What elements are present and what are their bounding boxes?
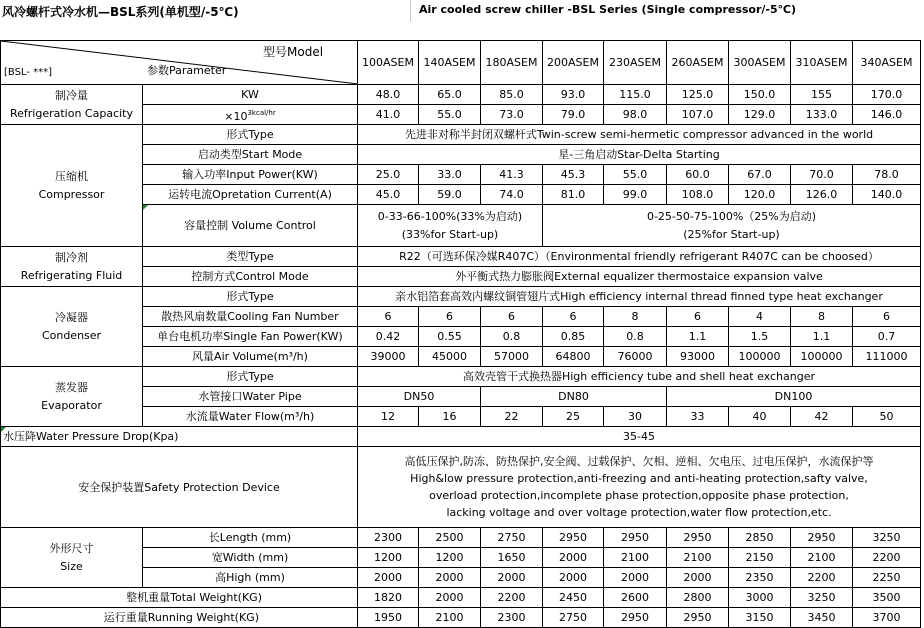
value-cell: 2950 [543,528,604,548]
value-cell: 2100 [667,548,729,568]
model-cell: 260ASEM [667,41,729,85]
safety-line-cn: 高低压保护,防冻、防热保护,安全阀、过载保护、欠相、逆相、欠电压、过电压保护，水流保护等 [404,455,874,468]
value-cell: 60.0 [667,165,729,185]
value-cell: 0.85 [543,327,604,347]
value-cell: 1200 [419,548,481,568]
value-cell: 33.0 [419,165,481,185]
value-cell: 1.5 [729,327,791,347]
value-cell: 2000 [419,588,481,608]
value-cell: 3500 [853,588,921,608]
safety-protection-value [358,447,921,528]
refrigerant-type-value: R22（可选环保冷媒R407C）（Environmental friendly refrigerant R407C can be choosed） [358,247,921,267]
value-cell: 6 [667,307,729,327]
group-label-en: Evaporator [41,398,102,412]
table-corner-header [1,41,358,85]
model-cell: 230ASEM [604,41,667,85]
value-cell: 2950 [667,608,729,628]
value-cell: 129.0 [729,105,791,125]
water-pressure-drop-value: 35-45 [358,427,921,447]
value-cell: 1200 [358,548,419,568]
value-cell: 2300 [481,608,543,628]
kcal-base: ×10 [224,109,248,123]
value-cell: 2300 [358,528,419,548]
value-cell: 41.3 [481,165,543,185]
start-mode-value: 星-三角启动Star-Delta Starting [358,145,921,165]
value-cell: 3250 [791,588,853,608]
value-cell: 2000 [667,568,729,588]
value-cell: 78.0 [853,165,921,185]
value-cell: 1.1 [791,327,853,347]
value-cell: 2600 [604,588,667,608]
value-cell: 115.0 [604,85,667,105]
value-cell: 2000 [604,568,667,588]
value-cell: 2200 [853,548,921,568]
model-cell: 180ASEM [481,41,543,85]
group-label-en: Size [60,559,83,573]
value-cell: 1.1 [667,327,729,347]
row-label-air-volume: 风量Air Volume(m³/h) [143,347,358,367]
value-cell: 25 [543,407,604,427]
group-label-en: Refrigeration Capacity [9,106,134,120]
row-label-running-weight: 运行重量Running Weight(KG) [1,608,358,628]
value-cell: 2100 [791,548,853,568]
group-label-en: Refrigerating Fluid [20,268,123,282]
value-cell: 170.0 [853,85,921,105]
value-cell: 2000 [543,568,604,588]
value-cell: 45.0 [358,185,419,205]
value-cell: 2250 [853,568,921,588]
value-cell: 2750 [543,608,604,628]
kcal-superscript: 3kcal/hr [247,108,276,117]
group-refrigeration-capacity [1,85,143,125]
value-cell: 2000 [358,568,419,588]
row-label-high: 高High (mm) [143,568,358,588]
value-cell: 45000 [419,347,481,367]
value-cell: 30 [604,407,667,427]
model-cell: 300ASEM [729,41,791,85]
value-cell: 45.3 [543,165,604,185]
row-label-water-pressure-drop: 水压降Water Pressure Drop(Kpa) [1,427,358,447]
value-cell: 85.0 [481,85,543,105]
value-cell: 6 [358,307,419,327]
group-label-en: Compressor [38,187,105,201]
value-cell: 59.0 [419,185,481,205]
volume-control-a-line1: 0-33-66-100%(33%为启动) [377,209,523,223]
row-label-kcal [143,105,358,125]
row-label-fan-number: 散热风扇数量Cooling Fan Number [143,307,358,327]
condenser-type-value: 亲水铝箔套高效内螺纹铜管翅片式High efficiency internal thread finned type heat exchanger [358,287,921,307]
row-label-condenser-type: 形式Type [143,287,358,307]
row-label-water-flow: 水流量Water Flow(m³/h) [143,407,358,427]
value-cell: 79.0 [543,105,604,125]
value-cell: 2450 [543,588,604,608]
value-cell: 3700 [853,608,921,628]
volume-control-b-line1: 0-25-50-75-100%（25%为启动) [646,209,817,223]
value-cell: 2950 [604,608,667,628]
value-cell: 8 [604,307,667,327]
group-label-cn: 压缩机 [55,169,88,183]
group-label-cn: 外形尺寸 [49,541,94,555]
group-evaporator [1,367,143,427]
safety-line-en-3: lacking voltage and over voltage protection,water flow protection,etc. [446,506,832,519]
value-cell: 125.0 [667,85,729,105]
value-cell: 55.0 [604,165,667,185]
volume-control-small-models [358,205,543,247]
value-cell: 100000 [791,347,853,367]
group-compressor [1,125,143,247]
value-cell: 2950 [791,528,853,548]
value-cell: 16 [419,407,481,427]
value-cell: 150.0 [729,85,791,105]
value-cell: 99.0 [604,185,667,205]
value-cell: 50 [853,407,921,427]
value-cell: 0.7 [853,327,921,347]
row-label-start-mode: 启动类型Start Mode [143,145,358,165]
value-cell: 74.0 [481,185,543,205]
row-label-width: 宽Width (mm) [143,548,358,568]
value-cell: 2000 [481,568,543,588]
value-cell: 64800 [543,347,604,367]
volume-control-b-line2: (25%for Start-up) [683,227,780,241]
row-label-volume-control: 容量控制 Volume Control [143,205,358,247]
value-cell: 48.0 [358,85,419,105]
value-cell: 6 [481,307,543,327]
value-cell: 108.0 [667,185,729,205]
value-cell: 2000 [419,568,481,588]
value-cell: 133.0 [791,105,853,125]
value-cell: 73.0 [481,105,543,125]
model-cell: 340ASEM [853,41,921,85]
model-header-label: 型号Model [263,45,324,59]
value-cell: 2100 [604,548,667,568]
value-cell: 81.0 [543,185,604,205]
series-label: [BSL- ***] [4,67,53,78]
water-pipe-dn100: DN100 [667,387,921,407]
value-cell: 2950 [604,528,667,548]
value-cell: 41.0 [358,105,419,125]
row-label-fan-power: 单台电机功率Single Fan Power(KW) [143,327,358,347]
model-cell: 100ASEM [358,41,419,85]
value-cell: 57000 [481,347,543,367]
value-cell: 2000 [543,548,604,568]
value-cell: 25.0 [358,165,419,185]
value-cell: 155 [791,85,853,105]
title-chinese: 风冷螺杆式冷水机—BSL系列(单机型/-5℃) [2,5,239,19]
group-size [1,528,143,588]
water-pipe-dn80: DN80 [481,387,667,407]
value-cell: 2850 [729,528,791,548]
group-label-cn: 制冷剂 [55,250,88,264]
row-label-total-weight: 整机重量Total Weight(KG) [1,588,358,608]
value-cell: 33 [667,407,729,427]
value-cell: 0.8 [481,327,543,347]
title-english: Air cooled screw chiller -BSL Series (Single compressor/-5℃) [419,3,797,16]
value-cell: 93.0 [543,85,604,105]
value-cell: 67.0 [729,165,791,185]
value-cell: 6 [853,307,921,327]
row-label-operation-current: 运转电流Opretation Current(A) [143,185,358,205]
header-divider [410,0,411,22]
row-label-length: 长Length (mm) [143,528,358,548]
value-cell: 100000 [729,347,791,367]
group-label-cn: 蒸发器 [55,380,88,394]
value-cell: 107.0 [667,105,729,125]
value-cell: 76000 [604,347,667,367]
value-cell: 70.0 [791,165,853,185]
row-label-safety-protection: 安全保护装置Safety Protection Device [1,447,358,528]
value-cell: 6 [419,307,481,327]
value-cell: 2200 [791,568,853,588]
value-cell: 93000 [667,347,729,367]
value-cell: 111000 [853,347,921,367]
value-cell: 2950 [667,528,729,548]
group-label-en: Condenser [41,328,102,342]
value-cell: 120.0 [729,185,791,205]
value-cell: 1950 [358,608,419,628]
value-cell: 39000 [358,347,419,367]
value-cell: 0.55 [419,327,481,347]
value-cell: 98.0 [604,105,667,125]
value-cell: 3000 [729,588,791,608]
model-cell: 200ASEM [543,41,604,85]
row-label-kw: KW [143,85,358,105]
safety-line-en-1: High&low pressure protection,anti-freezing and anti-heating protection,safty valve, [410,472,868,485]
group-condenser [1,287,143,367]
value-cell: 3250 [853,528,921,548]
value-cell: 126.0 [791,185,853,205]
parameter-header-label: 参数Parameter [147,64,227,77]
document-header [0,0,924,40]
value-cell: 2500 [419,528,481,548]
value-cell: 3450 [791,608,853,628]
value-cell: 2150 [729,548,791,568]
value-cell: 146.0 [853,105,921,125]
safety-line-en-2: overload protection,incomplete phase protection,opposite phase protection, [429,489,849,502]
value-cell: 55.0 [419,105,481,125]
row-label-refrigerant-type: 类型Type [143,247,358,267]
value-cell: 1650 [481,548,543,568]
group-label-cn: 制冷量 [55,88,88,102]
value-cell: 65.0 [419,85,481,105]
value-cell: 140.0 [853,185,921,205]
row-label-evaporator-type: 形式Type [143,367,358,387]
group-refrigerating-fluid [1,247,143,287]
value-cell: 42 [791,407,853,427]
control-mode-value: 外平衡式热力膨胀阀External equalizer thermostaice expansion valve [358,267,921,287]
row-label-water-pipe: 水管接口Water Pipe [143,387,358,407]
value-cell: 12 [358,407,419,427]
value-cell: 2350 [729,568,791,588]
water-pipe-dn50: DN50 [358,387,481,407]
group-label-cn: 冷凝器 [55,310,88,324]
compressor-type-value: 先进非对称半封闭双螺杆式Twin-screw semi-hermetic compressor advanced in the world [358,125,921,145]
value-cell: 0.8 [604,327,667,347]
value-cell: 1820 [358,588,419,608]
evaporator-type-value: 高效壳管干式换热器High efficiency tube and shell heat exchanger [358,367,921,387]
spec-table [0,40,921,628]
model-cell: 140ASEM [419,41,481,85]
volume-control-large-models [543,205,921,247]
value-cell: 22 [481,407,543,427]
value-cell: 2800 [667,588,729,608]
volume-control-a-line2: (33%for Start-up) [401,227,499,241]
model-cell: 310ASEM [791,41,853,85]
row-label-compressor-type: 形式Type [143,125,358,145]
row-label-control-mode: 控制方式Control Mode [143,267,358,287]
value-cell: 2750 [481,528,543,548]
value-cell: 8 [791,307,853,327]
value-cell: 6 [543,307,604,327]
value-cell: 2100 [419,608,481,628]
value-cell: 3150 [729,608,791,628]
value-cell: 0.42 [358,327,419,347]
value-cell: 40 [729,407,791,427]
value-cell: 4 [729,307,791,327]
value-cell: 2200 [481,588,543,608]
row-label-input-power: 输入功率Input Power(KW) [143,165,358,185]
